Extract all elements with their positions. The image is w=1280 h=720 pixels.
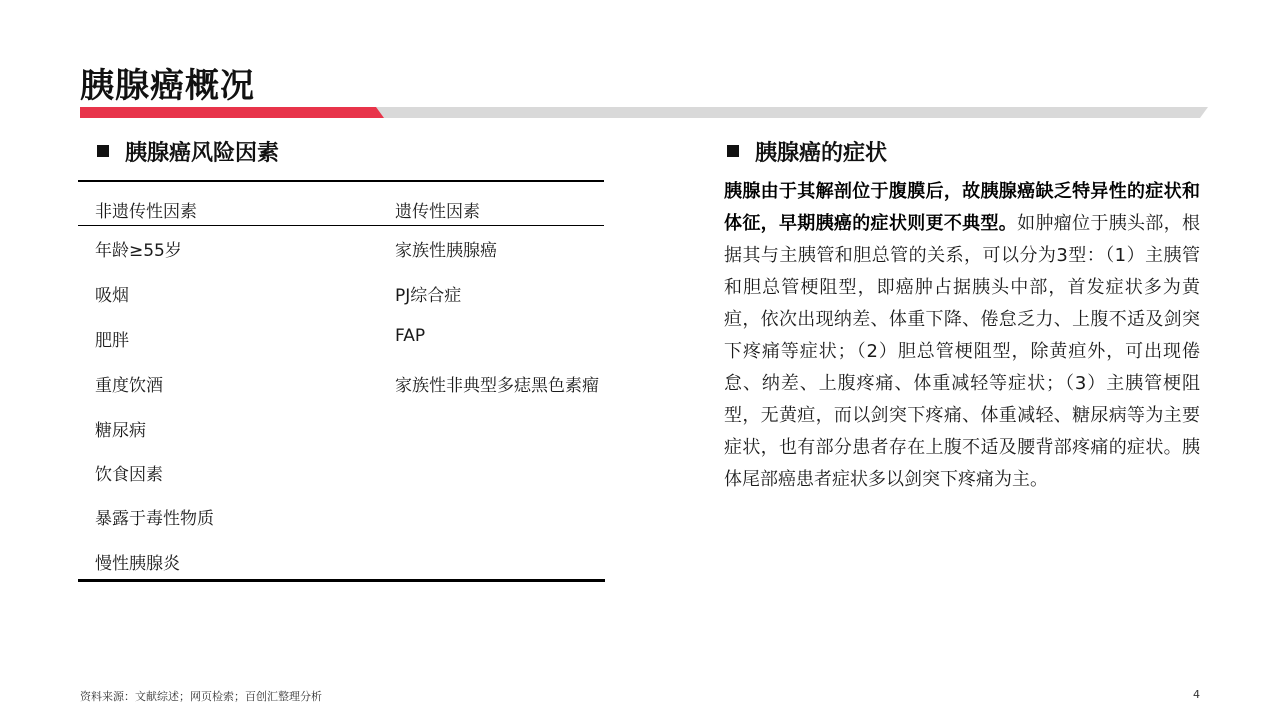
risk-factors-heading (97, 136, 279, 167)
square-bullet-icon (727, 145, 739, 157)
genetic-factor: PJ综合症 (395, 286, 462, 306)
table-top-rule (78, 180, 604, 182)
symptoms-paragraph (724, 176, 1200, 496)
non-genetic-factor: 吸烟 (95, 286, 129, 306)
title-underline-bar (80, 107, 1208, 118)
slide-title: 胰腺癌概况 (80, 66, 255, 106)
column-header-non-genetic: 非遗传性因素 (95, 202, 197, 222)
table-header-rule (78, 225, 604, 226)
non-genetic-factor: 暴露于毒性物质 (95, 509, 214, 529)
column-header-genetic: 遗传性因素 (395, 202, 480, 222)
title-bar-red-accent (80, 107, 384, 118)
genetic-factor: FAP (395, 326, 426, 346)
non-genetic-factor: 糖尿病 (95, 421, 146, 441)
non-genetic-factor: 肥胖 (95, 331, 129, 351)
page-number: 4 (1193, 688, 1200, 701)
non-genetic-factor: 饮食因素 (95, 465, 163, 485)
symptoms-lead-text: 胰腺由于其解剖位于腹膜后，故胰腺癌缺乏特异性的症状和体征，早期胰癌的症状则更不典型。 (724, 181, 1200, 234)
genetic-factor: 家族性非典型多痣黑色素瘤 (395, 376, 599, 396)
table-bottom-rule (78, 579, 605, 582)
risk-factors-heading-text: 胰腺癌风险因素 (125, 141, 280, 166)
non-genetic-factor: 慢性胰腺炎 (95, 554, 180, 574)
symptoms-heading (727, 136, 887, 167)
genetic-factor: 家族性胰腺癌 (395, 241, 497, 261)
square-bullet-icon (97, 145, 109, 157)
symptoms-heading-text: 胰腺癌的症状 (755, 141, 888, 166)
non-genetic-factor: 重度饮酒 (95, 376, 163, 396)
footer-source-note: 资料来源：文献综述；网页检索；百创汇整理分析 (80, 690, 322, 703)
symptoms-body-text: 如肿瘤位于胰头部，根据其与主胰管和胆总管的关系，可以分为3型：（1）主胰管和胆总管梗阻型，即癌肿占据胰头中部，首发症状多为黄疸，依次出现纳差、体重下降、倦怠乏力、上腹不适及剑突下疼痛等症状；（2）胆总管梗阻型，除黄疸外，可出现倦怠、纳差、上腹疼痛、体重减轻等症状；（3）主胰管梗阻型，无黄疸，而以剑突下疼痛、体重减轻、糖尿病等为主要症状，也有部分患者存在上腹不适及腰背部疼痛的症状。胰体尾部癌患者症状多以剑突下疼痛为主。 (724, 213, 1201, 490)
non-genetic-factor: 年龄≥55岁 (95, 241, 182, 261)
